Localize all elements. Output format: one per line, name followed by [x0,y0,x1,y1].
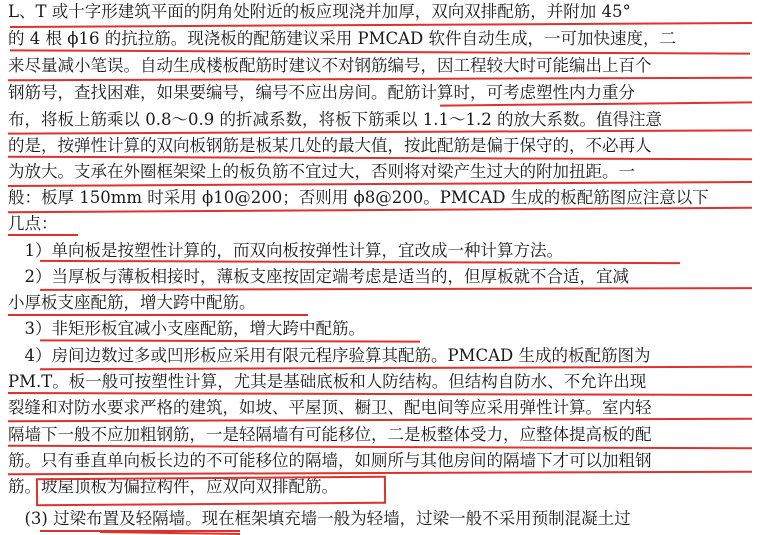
text-line-7: 为放大。支承在外圈框架梁上的板负筋不宜过大，否则将对梁产生过大的附加扭距。一 [8,162,635,181]
annotation-underline [40,339,420,342]
text-line-3: 来尽量减小笔误。自动生成楼板配筋时建议不对钢筋编号，因工程较大时可能编出上百个 [8,56,652,75]
text-line-2: 的 4 根 ϕ16 的抗拉筋。现浇板的配筋建议采用 PMCAD 软件自动生成，一可加快速度，二 [8,29,676,48]
text-line-16: 裂缝和对防水要求严格的建筑，如坡、平屋顶、橱卫、配电间等应采用弹性计算。室内轻 [8,398,652,417]
annotation-underline [8,77,752,82]
text-line-13: 3）非矩形板宜减小支座配筋，增大跨中配筋。 [8,319,365,338]
annotation-underline [10,49,750,54]
text-line-14: 4）房间边数过多或凹形板应采用有限元程序验算其配筋。PMCAD 生成的板配筋图为 [8,346,651,365]
text-line-11: 2）当厚板与薄板相接时，薄板支座按固定端考虑是适当的，但厚板就不合适，宜减 [8,267,629,286]
text-line-18: 筋。只有垂直单向板长边的不可能移位的隔墙，如厕所与其他房间的隔墙下才可以加粗钢 [8,451,652,470]
text-line-5: 布，将板上筋乘以 0.8～0.9 的折减系数，将板下筋乘以 1.1～1.2 的放大系数。值得注意 [8,110,662,129]
annotation-underline [8,234,78,236]
annotation-box [36,476,386,506]
text-line-10: 1）单向板是按塑性计算的，而双向板按弹性计算，宜改成一种计算方法。 [8,241,563,260]
text-line-12: 小厚板支座配筋，增大跨中配筋。 [8,293,256,312]
text-line-19: 筋。坡屋顶板为偏拉构件，应双向双排配筋。 [8,477,338,496]
text-line-9: 几点： [8,214,58,233]
text-line-20: (3) 过梁布置及轻隔墙。现在框架填充墙一般为轻墙，过梁一般不采用预制混凝土过 [8,509,631,528]
text-line-15: PM.T。板一般可按塑性计算，尤其是基础底板和人防结构。但结构自防水、不允许出现 [8,372,647,391]
annotation-underline [8,314,308,316]
text-line-4: 钢筋号，查找困难，如果要编号，编号不应出房间。配筋计算时，可考虑塑性内力重分 [8,83,635,102]
text-line-17: 隔墙下一般不应加粗钢筋，一是轻隔墙有可能移位，二是板整体受力，应整体提高板的配 [8,425,652,444]
text-line-6: 的是，按弹性计算的双向板钢筋是板某几处的最大值，按此配筋是偏于保守的，不必再人 [8,136,652,155]
text-line-8: 般：板厚 150mm 时采用 ϕ10@200；否则用 ϕ8@200。PMCAD 生成的板配筋图应注意以下 [8,188,709,207]
text-line-1: L、T 或十字形建筑平面的阴角处附近的板应现浇并加厚，双向双排配筋，并附加 45° [8,2,631,21]
